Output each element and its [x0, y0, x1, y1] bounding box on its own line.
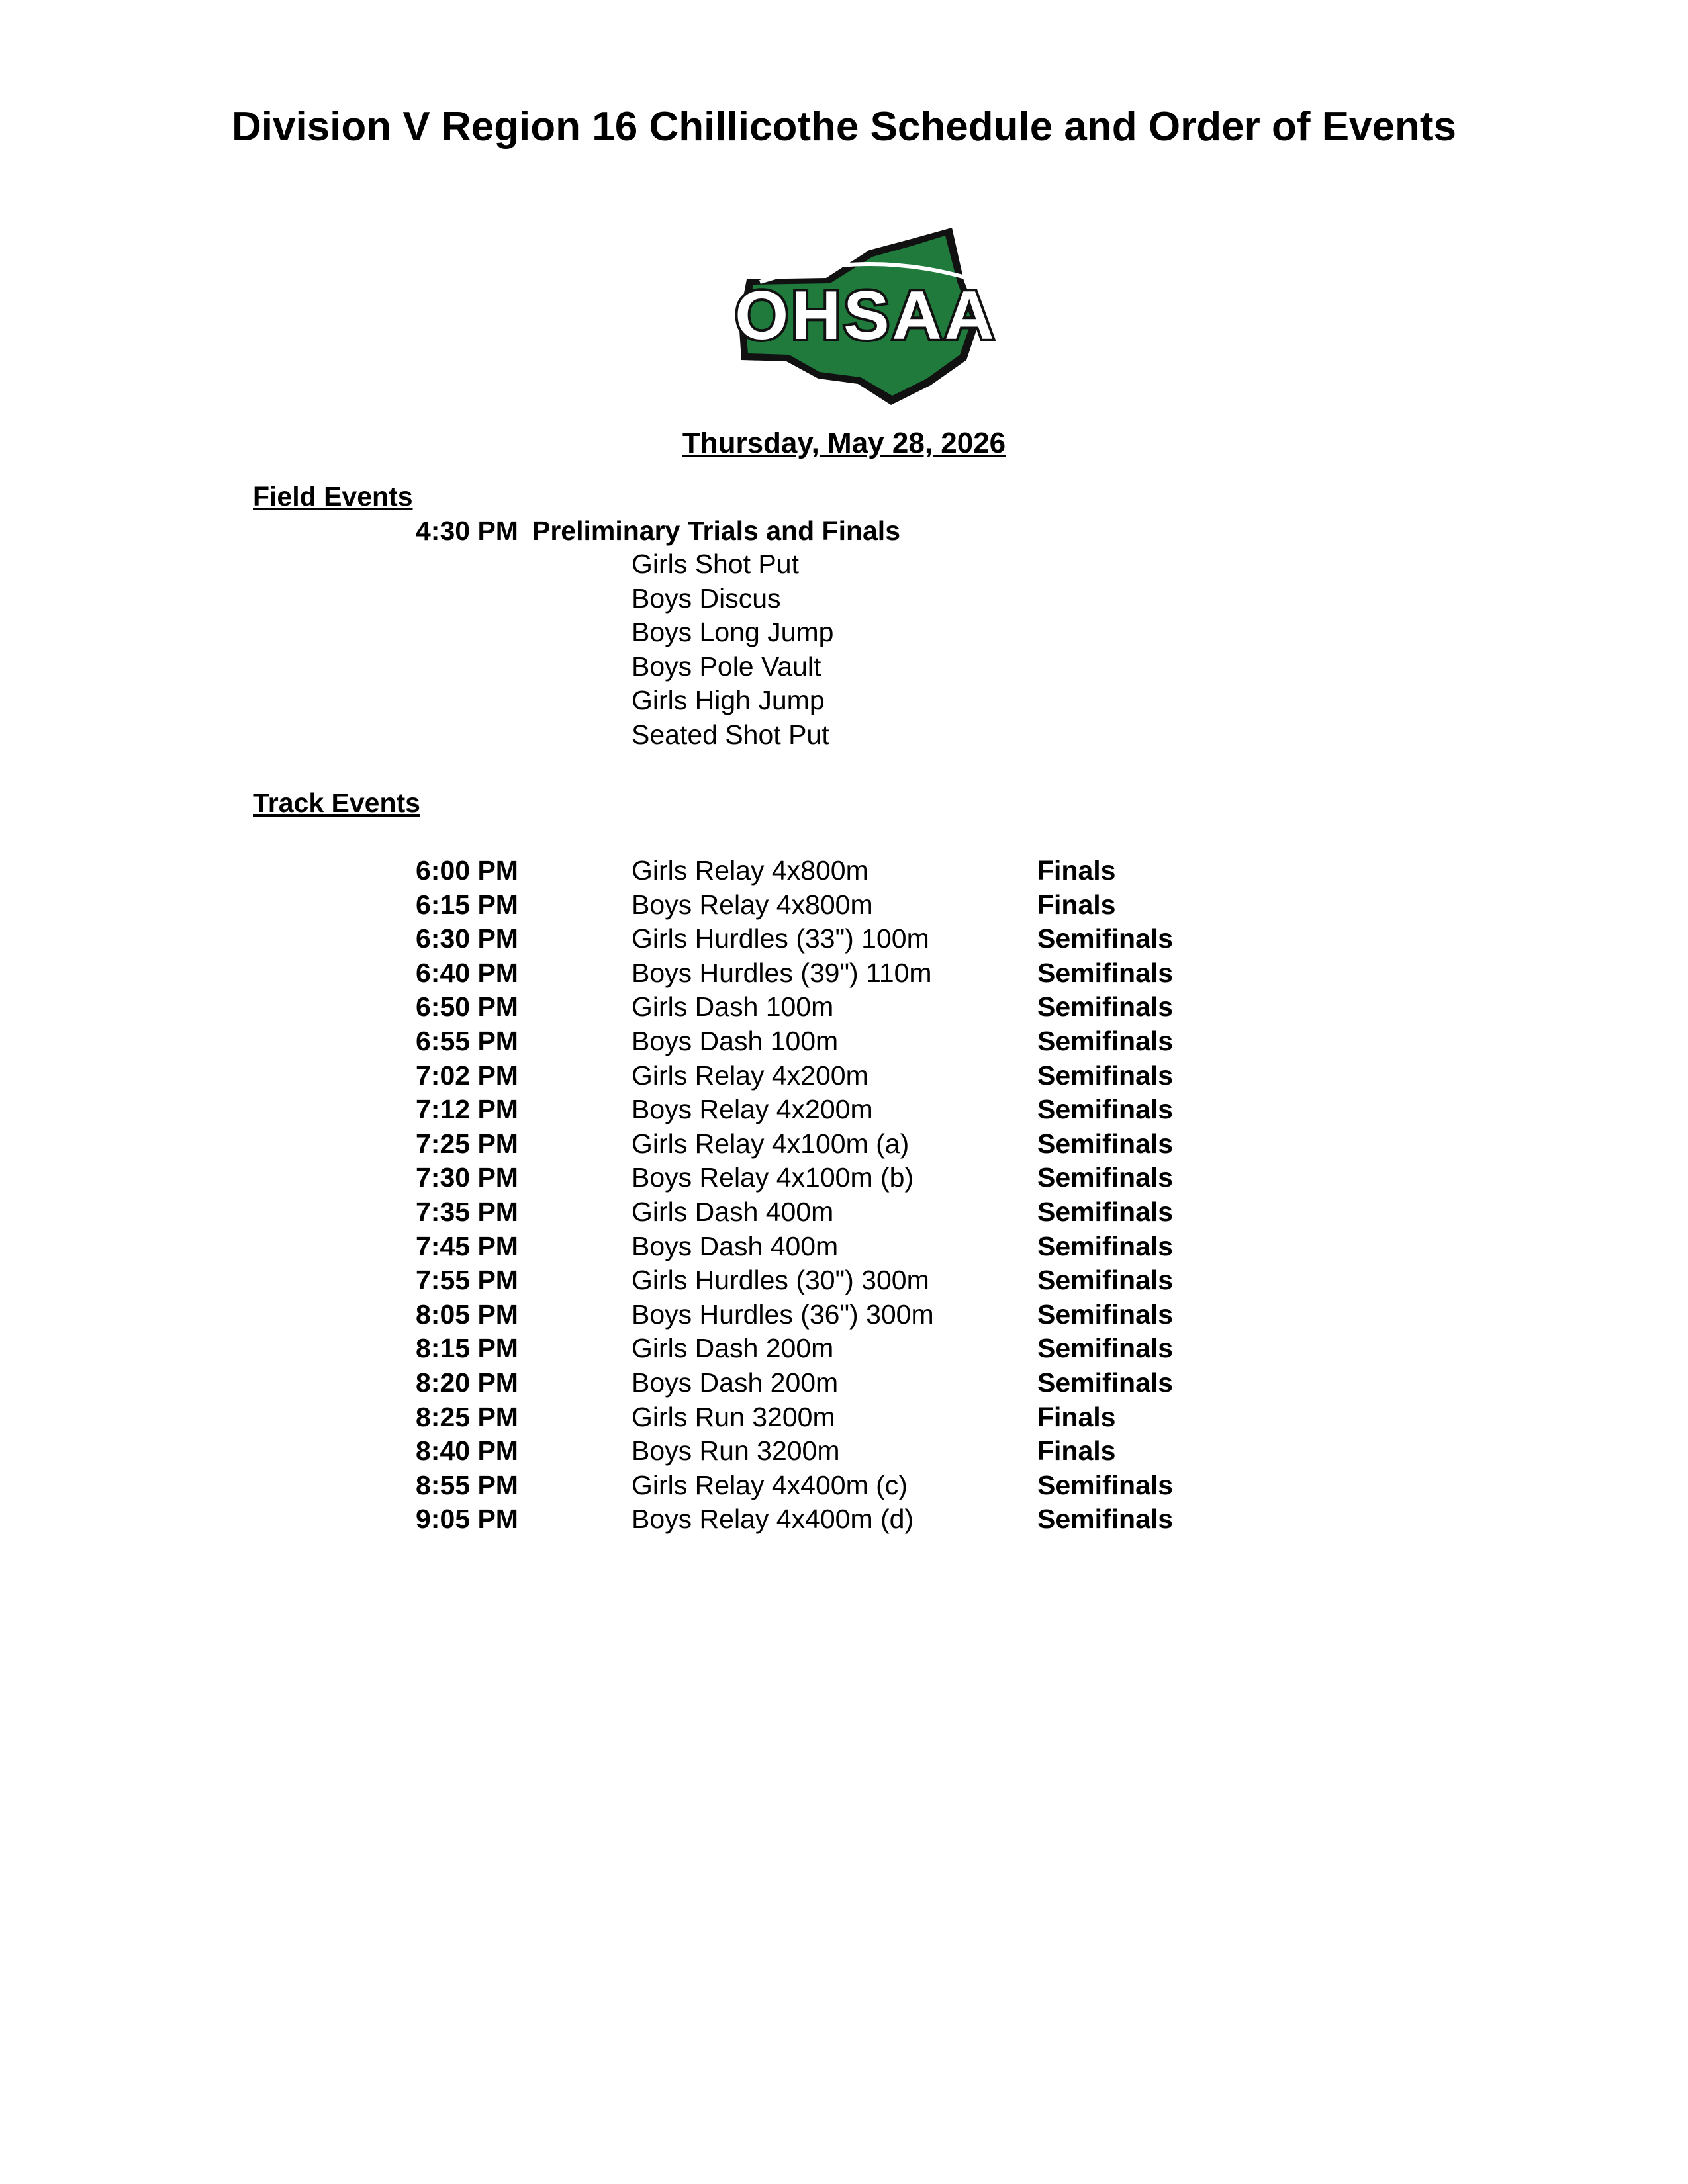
event-time: 7:30 PM [416, 1162, 518, 1193]
event-time: 9:05 PM [416, 1504, 518, 1535]
table-row [0, 956, 1688, 991]
table-row [0, 1502, 1688, 1537]
event-time: 6:40 PM [416, 957, 518, 988]
event-time: 7:55 PM [416, 1265, 518, 1296]
event-time: 8:25 PM [416, 1401, 518, 1432]
table-row [0, 1400, 1688, 1435]
table-row [0, 854, 1688, 888]
table-row [0, 1332, 1688, 1366]
list-item: Girls Shot Put [632, 549, 799, 579]
event-time: 6:00 PM [416, 855, 518, 886]
event-name: Girls Relay 4x800m [632, 855, 868, 886]
track-events-table [0, 854, 1688, 1537]
event-name: Girls Relay 4x100m (a) [632, 1128, 910, 1159]
event-round: Semifinals [1037, 957, 1174, 988]
logo-wordmark: OHSAA [735, 277, 997, 354]
field-session-label: Preliminary Trials and Finals [532, 516, 901, 546]
event-round: Semifinals [1037, 1333, 1174, 1364]
event-name: Boys Relay 4x400m (d) [632, 1504, 914, 1535]
event-round: Semifinals [1037, 1298, 1174, 1330]
event-time: 8:40 PM [416, 1435, 518, 1467]
event-time: 8:05 PM [416, 1298, 518, 1330]
table-row [0, 1195, 1688, 1230]
event-time: 7:35 PM [416, 1196, 518, 1227]
event-round: Finals [1037, 1401, 1116, 1432]
event-time: 7:25 PM [416, 1128, 518, 1159]
event-time: 7:02 PM [416, 1060, 518, 1091]
event-round: Semifinals [1037, 923, 1174, 954]
table-row [0, 1161, 1688, 1195]
event-name: Boys Relay 4x100m (b) [632, 1162, 914, 1193]
event-round: Finals [1037, 855, 1116, 886]
event-name: Boys Hurdles (39") 110m [632, 957, 932, 988]
field-events-list [632, 547, 833, 752]
table-row [0, 1298, 1688, 1332]
event-name: Boys Relay 4x800m [632, 889, 873, 920]
event-time: 8:20 PM [416, 1367, 518, 1398]
event-name: Girls Relay 4x200m [632, 1060, 868, 1091]
event-round: Finals [1037, 1435, 1116, 1467]
event-round: Semifinals [1037, 1265, 1174, 1296]
table-row [0, 1434, 1688, 1469]
table-row [0, 922, 1688, 956]
event-round: Semifinals [1037, 1230, 1174, 1261]
event-time: 8:55 PM [416, 1469, 518, 1500]
event-round: Semifinals [1037, 1025, 1174, 1056]
table-row [0, 1366, 1688, 1400]
field-start-time: 4:30 PM [416, 516, 518, 546]
list-item: Boys Long Jump [632, 617, 834, 648]
event-name: Boys Dash 100m [632, 1025, 839, 1056]
event-date: Thursday, May 28, 2026 [682, 427, 1006, 459]
event-round: Semifinals [1037, 1162, 1174, 1193]
table-row [0, 990, 1688, 1024]
event-round: Semifinals [1037, 1128, 1174, 1159]
event-name: Girls Hurdles (33") 100m [632, 923, 929, 954]
event-time: 8:15 PM [416, 1333, 518, 1364]
track-events-heading: Track Events [253, 788, 420, 818]
table-row [0, 888, 1688, 923]
event-time: 6:55 PM [416, 1025, 518, 1056]
page-title: Division V Region 16 Chillicothe Schedule and Order of Events [231, 104, 1457, 150]
field-events-heading: Field Events [253, 481, 413, 512]
event-round: Semifinals [1037, 1469, 1174, 1500]
event-round: Semifinals [1037, 1196, 1174, 1227]
list-item: Girls High Jump [632, 685, 825, 716]
table-row [0, 1093, 1688, 1127]
event-name: Boys Run 3200m [632, 1435, 840, 1467]
event-round: Semifinals [1037, 1060, 1174, 1091]
event-round: Semifinals [1037, 1094, 1174, 1125]
event-name: Boys Relay 4x200m [632, 1094, 873, 1125]
table-row [0, 1059, 1688, 1093]
event-round: Semifinals [1037, 1367, 1174, 1398]
event-name: Girls Dash 100m [632, 991, 834, 1023]
table-row [0, 1469, 1688, 1503]
list-item: Boys Discus [632, 582, 781, 614]
event-time: 7:12 PM [416, 1094, 518, 1125]
table-row [0, 1127, 1688, 1161]
event-name: Boys Dash 400m [632, 1230, 839, 1261]
table-row [0, 1230, 1688, 1264]
event-round: Semifinals [1037, 1504, 1174, 1535]
event-round: Semifinals [1037, 991, 1174, 1023]
list-item: Boys Pole Vault [632, 651, 821, 682]
list-item: Seated Shot Put [632, 719, 829, 750]
event-round: Finals [1037, 889, 1116, 920]
event-name: Girls Dash 400m [632, 1196, 834, 1227]
event-name: Girls Run 3200m [632, 1401, 835, 1432]
event-time: 6:50 PM [416, 991, 518, 1023]
event-time: 7:45 PM [416, 1230, 518, 1261]
event-name: Boys Dash 200m [632, 1367, 839, 1398]
table-row [0, 1263, 1688, 1298]
event-name: Girls Dash 200m [632, 1333, 834, 1364]
event-name: Boys Hurdles (36") 300m [632, 1298, 934, 1330]
event-time: 6:15 PM [416, 889, 518, 920]
event-time: 6:30 PM [416, 923, 518, 954]
event-name: Girls Relay 4x400m (c) [632, 1469, 908, 1500]
ohsaa-logo [733, 221, 998, 406]
table-row [0, 1024, 1688, 1059]
event-name: Girls Hurdles (30") 300m [632, 1265, 929, 1296]
